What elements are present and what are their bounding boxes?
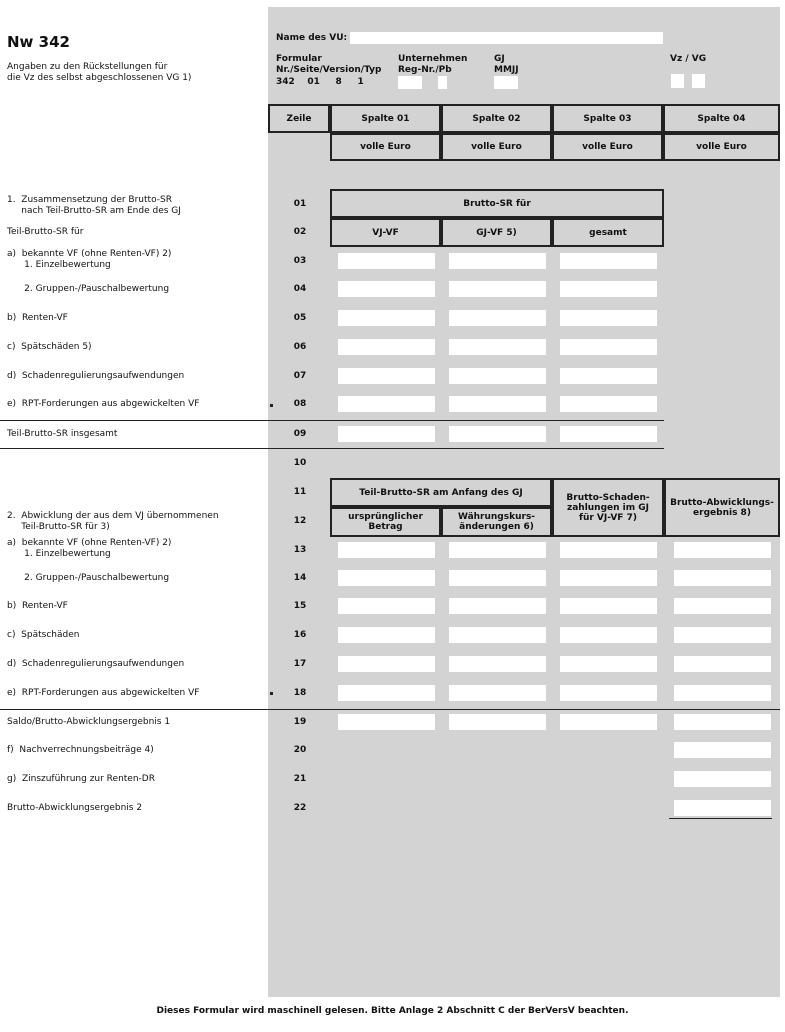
row-label: d) Schadenregulierungsaufwendungen (7, 371, 185, 381)
row-number: 18 (293, 688, 307, 698)
row-label: d) Schadenregulierungsaufwendungen (7, 659, 185, 669)
row-18-col-04-input[interactable] (674, 685, 771, 701)
row-number: 05 (293, 313, 307, 323)
row-07-col-03-input[interactable] (560, 368, 657, 384)
row-number: 21 (293, 774, 307, 784)
footer-note: Dieses Formular wird maschinell gelesen. Bitte Anlage 2 Abschnitt C der BerVersV beachten. (156, 1006, 629, 1016)
row-13-col-01-input[interactable] (338, 542, 435, 558)
row-17-col-03-input[interactable] (560, 656, 657, 672)
divider-line (0, 709, 780, 710)
col-spalte-02-header: Spalte 02 (441, 104, 552, 133)
formular-values: 342 01 8 1 (276, 77, 364, 87)
row-18-col-01-input[interactable] (338, 685, 435, 701)
row-09-col-02-input[interactable] (449, 426, 546, 442)
row-16-col-04-input[interactable] (674, 627, 771, 643)
col-spalte-04-header: Spalte 04 (663, 104, 780, 133)
row-05-col-02-input[interactable] (449, 310, 546, 326)
unternehmen-label: Unternehmen Reg-Nr./Pb (398, 54, 468, 75)
row-15-col-03-input[interactable] (560, 598, 657, 614)
row-label: f) Nachverrechnungsbeiträge 4) (7, 745, 154, 755)
gj-input[interactable] (494, 76, 518, 89)
row-15-col-01-input[interactable] (338, 598, 435, 614)
row-07-col-02-input[interactable] (449, 368, 546, 384)
row-number: 15 (293, 601, 307, 611)
row-number: 10 (293, 458, 307, 468)
row-number: 09 (293, 429, 307, 439)
row-18-col-03-input[interactable] (560, 685, 657, 701)
row-03-col-02-input[interactable] (449, 253, 546, 269)
row-20-col-04-input[interactable] (674, 742, 771, 758)
row-07-col-01-input[interactable] (338, 368, 435, 384)
row-label: a) bekannte VF (ohne Renten-VF) 2) 1. Einzelbewertung (7, 249, 172, 270)
row-number: 06 (293, 342, 307, 352)
row-number: 22 (293, 803, 307, 813)
row-number: 03 (293, 256, 307, 266)
row-label: b) Renten-VF (7, 601, 68, 611)
row-label: e) RPT-Forderungen aus abgewickelten VF (7, 688, 200, 698)
row-17-col-01-input[interactable] (338, 656, 435, 672)
section2-group-header: Teil-Brutto-SR am Anfang des GJ (330, 478, 552, 507)
row-label: Teil-Brutto-SR für (7, 227, 84, 237)
row-number: 14 (293, 573, 307, 583)
row-number: 07 (293, 371, 307, 381)
row-16-col-03-input[interactable] (560, 627, 657, 643)
row-05-col-01-input[interactable] (338, 310, 435, 326)
form-subtitle: Angaben zu den Rückstellungen für die Vz des selbst abgeschlossenen VG 1) (7, 62, 192, 83)
row-04-col-03-input[interactable] (560, 281, 657, 297)
row-number: 12 (293, 516, 307, 526)
row-05-col-03-input[interactable] (560, 310, 657, 326)
section2-heading: 2. Abwicklung der aus dem VJ übernommenen Teil-Brutto-SR für 3) (7, 511, 219, 532)
row-15-col-04-input[interactable] (674, 598, 771, 614)
section2-col-urspr: ursprünglicher Betrag (330, 507, 441, 537)
row-06-col-02-input[interactable] (449, 339, 546, 355)
row-19-col-01-input[interactable] (338, 714, 435, 730)
section2-col-zahlungen: Brutto-Schaden- zahlungen im GJ für VJ-VF 7) (552, 478, 664, 537)
row-08-col-01-input[interactable] (338, 396, 435, 412)
row-number: 17 (293, 659, 307, 669)
row-label: Saldo/Brutto-Abwicklungsergebnis 1 (7, 717, 171, 727)
row-number: 02 (293, 227, 307, 237)
row-number: 19 (293, 717, 307, 727)
divider-line (0, 448, 664, 449)
row-22-col-04-input[interactable] (674, 800, 771, 816)
row-label: 2. Gruppen-/Pauschalbewertung (7, 284, 170, 294)
row-16-col-02-input[interactable] (449, 627, 546, 643)
col-01-unit: volle Euro (330, 133, 441, 161)
row-14-col-02-input[interactable] (449, 570, 546, 586)
vg-input[interactable] (692, 74, 705, 88)
vz-input[interactable] (671, 74, 684, 88)
row-number: 20 (293, 745, 307, 755)
row-label: 2. Gruppen-/Pauschalbewertung (7, 573, 170, 583)
row-17-col-04-input[interactable] (674, 656, 771, 672)
row-08-col-03-input[interactable] (560, 396, 657, 412)
section1-col-vj: VJ-VF (330, 218, 441, 247)
row-label: e) RPT-Forderungen aus abgewickelten VF (7, 399, 200, 409)
row-09-col-01-input[interactable] (338, 426, 435, 442)
name-vu-input[interactable] (350, 32, 663, 44)
reg-nr-input[interactable] (398, 76, 422, 89)
row-number: 04 (293, 284, 307, 294)
row-03-col-01-input[interactable] (338, 253, 435, 269)
col-zeile-header: Zeile (268, 104, 330, 133)
row-21-col-04-input[interactable] (674, 771, 771, 787)
section1-heading: 1. Zusammensetzung der Brutto-SR nach Teil-Brutto-SR am Ende des GJ (7, 195, 181, 216)
row-label: a) bekannte VF (ohne Renten-VF) 2) 1. Einzelbewertung (7, 538, 172, 559)
row-19-col-02-input[interactable] (449, 714, 546, 730)
row-16-col-01-input[interactable] (338, 627, 435, 643)
row-label: Teil-Brutto-SR insgesamt (7, 429, 118, 439)
row-label: c) Spätschäden 5) (7, 342, 92, 352)
row-14-col-01-input[interactable] (338, 570, 435, 586)
row-03-col-03-input[interactable] (560, 253, 657, 269)
row-number: 11 (293, 487, 307, 497)
row-17-col-02-input[interactable] (449, 656, 546, 672)
row-06-col-01-input[interactable] (338, 339, 435, 355)
col-02-unit: volle Euro (441, 133, 552, 161)
row-09-col-03-input[interactable] (560, 426, 657, 442)
row-label: c) Spätschäden (7, 630, 80, 640)
row-number: 08 (293, 399, 307, 409)
row-04-col-01-input[interactable] (338, 281, 435, 297)
row-08-col-02-input[interactable] (449, 396, 546, 412)
row-06-col-03-input[interactable] (560, 339, 657, 355)
row-14-col-03-input[interactable] (560, 570, 657, 586)
section2-col-waehr: Währungskurs- änderungen 6) (441, 507, 552, 537)
row-19-col-04-input[interactable] (674, 714, 771, 730)
row-13-col-04-input[interactable] (674, 542, 771, 558)
section1-col-gesamt: gesamt (552, 218, 664, 247)
col-spalte-03-header: Spalte 03 (552, 104, 663, 133)
row-label: g) Zinszuführung zur Renten-DR (7, 774, 155, 784)
row-13-col-03-input[interactable] (560, 542, 657, 558)
formular-label: Formular Nr./Seite/Version/Typ (276, 54, 382, 75)
row-13-col-02-input[interactable] (449, 542, 546, 558)
gj-label: GJ MMJJ (494, 54, 519, 75)
pb-input[interactable] (438, 76, 447, 89)
col-04-unit: volle Euro (663, 133, 780, 161)
total-underline (669, 818, 772, 819)
section2-col-ergebnis: Brutto-Abwicklungs- ergebnis 8) (664, 478, 780, 537)
row-number: 01 (293, 199, 307, 209)
row-18-col-02-input[interactable] (449, 685, 546, 701)
form-title: Nw 342 (7, 33, 70, 51)
row-15-col-02-input[interactable] (449, 598, 546, 614)
row-04-col-02-input[interactable] (449, 281, 546, 297)
row-number: 13 (293, 545, 307, 555)
name-vu-label: Name des VU: (276, 33, 348, 43)
section1-col-gj: GJ-VF 5) (441, 218, 552, 247)
col-spalte-01-header: Spalte 01 (330, 104, 441, 133)
vz-vg-label: Vz / VG (670, 54, 707, 64)
col-03-unit: volle Euro (552, 133, 663, 161)
row-label: Brutto-Abwicklungsergebnis 2 (7, 803, 143, 813)
row-14-col-04-input[interactable] (674, 570, 771, 586)
row-label: b) Renten-VF (7, 313, 68, 323)
divider-line (0, 420, 664, 421)
row-19-col-03-input[interactable] (560, 714, 657, 730)
section1-group-header: Brutto-SR für (330, 189, 664, 218)
row-number: 16 (293, 630, 307, 640)
